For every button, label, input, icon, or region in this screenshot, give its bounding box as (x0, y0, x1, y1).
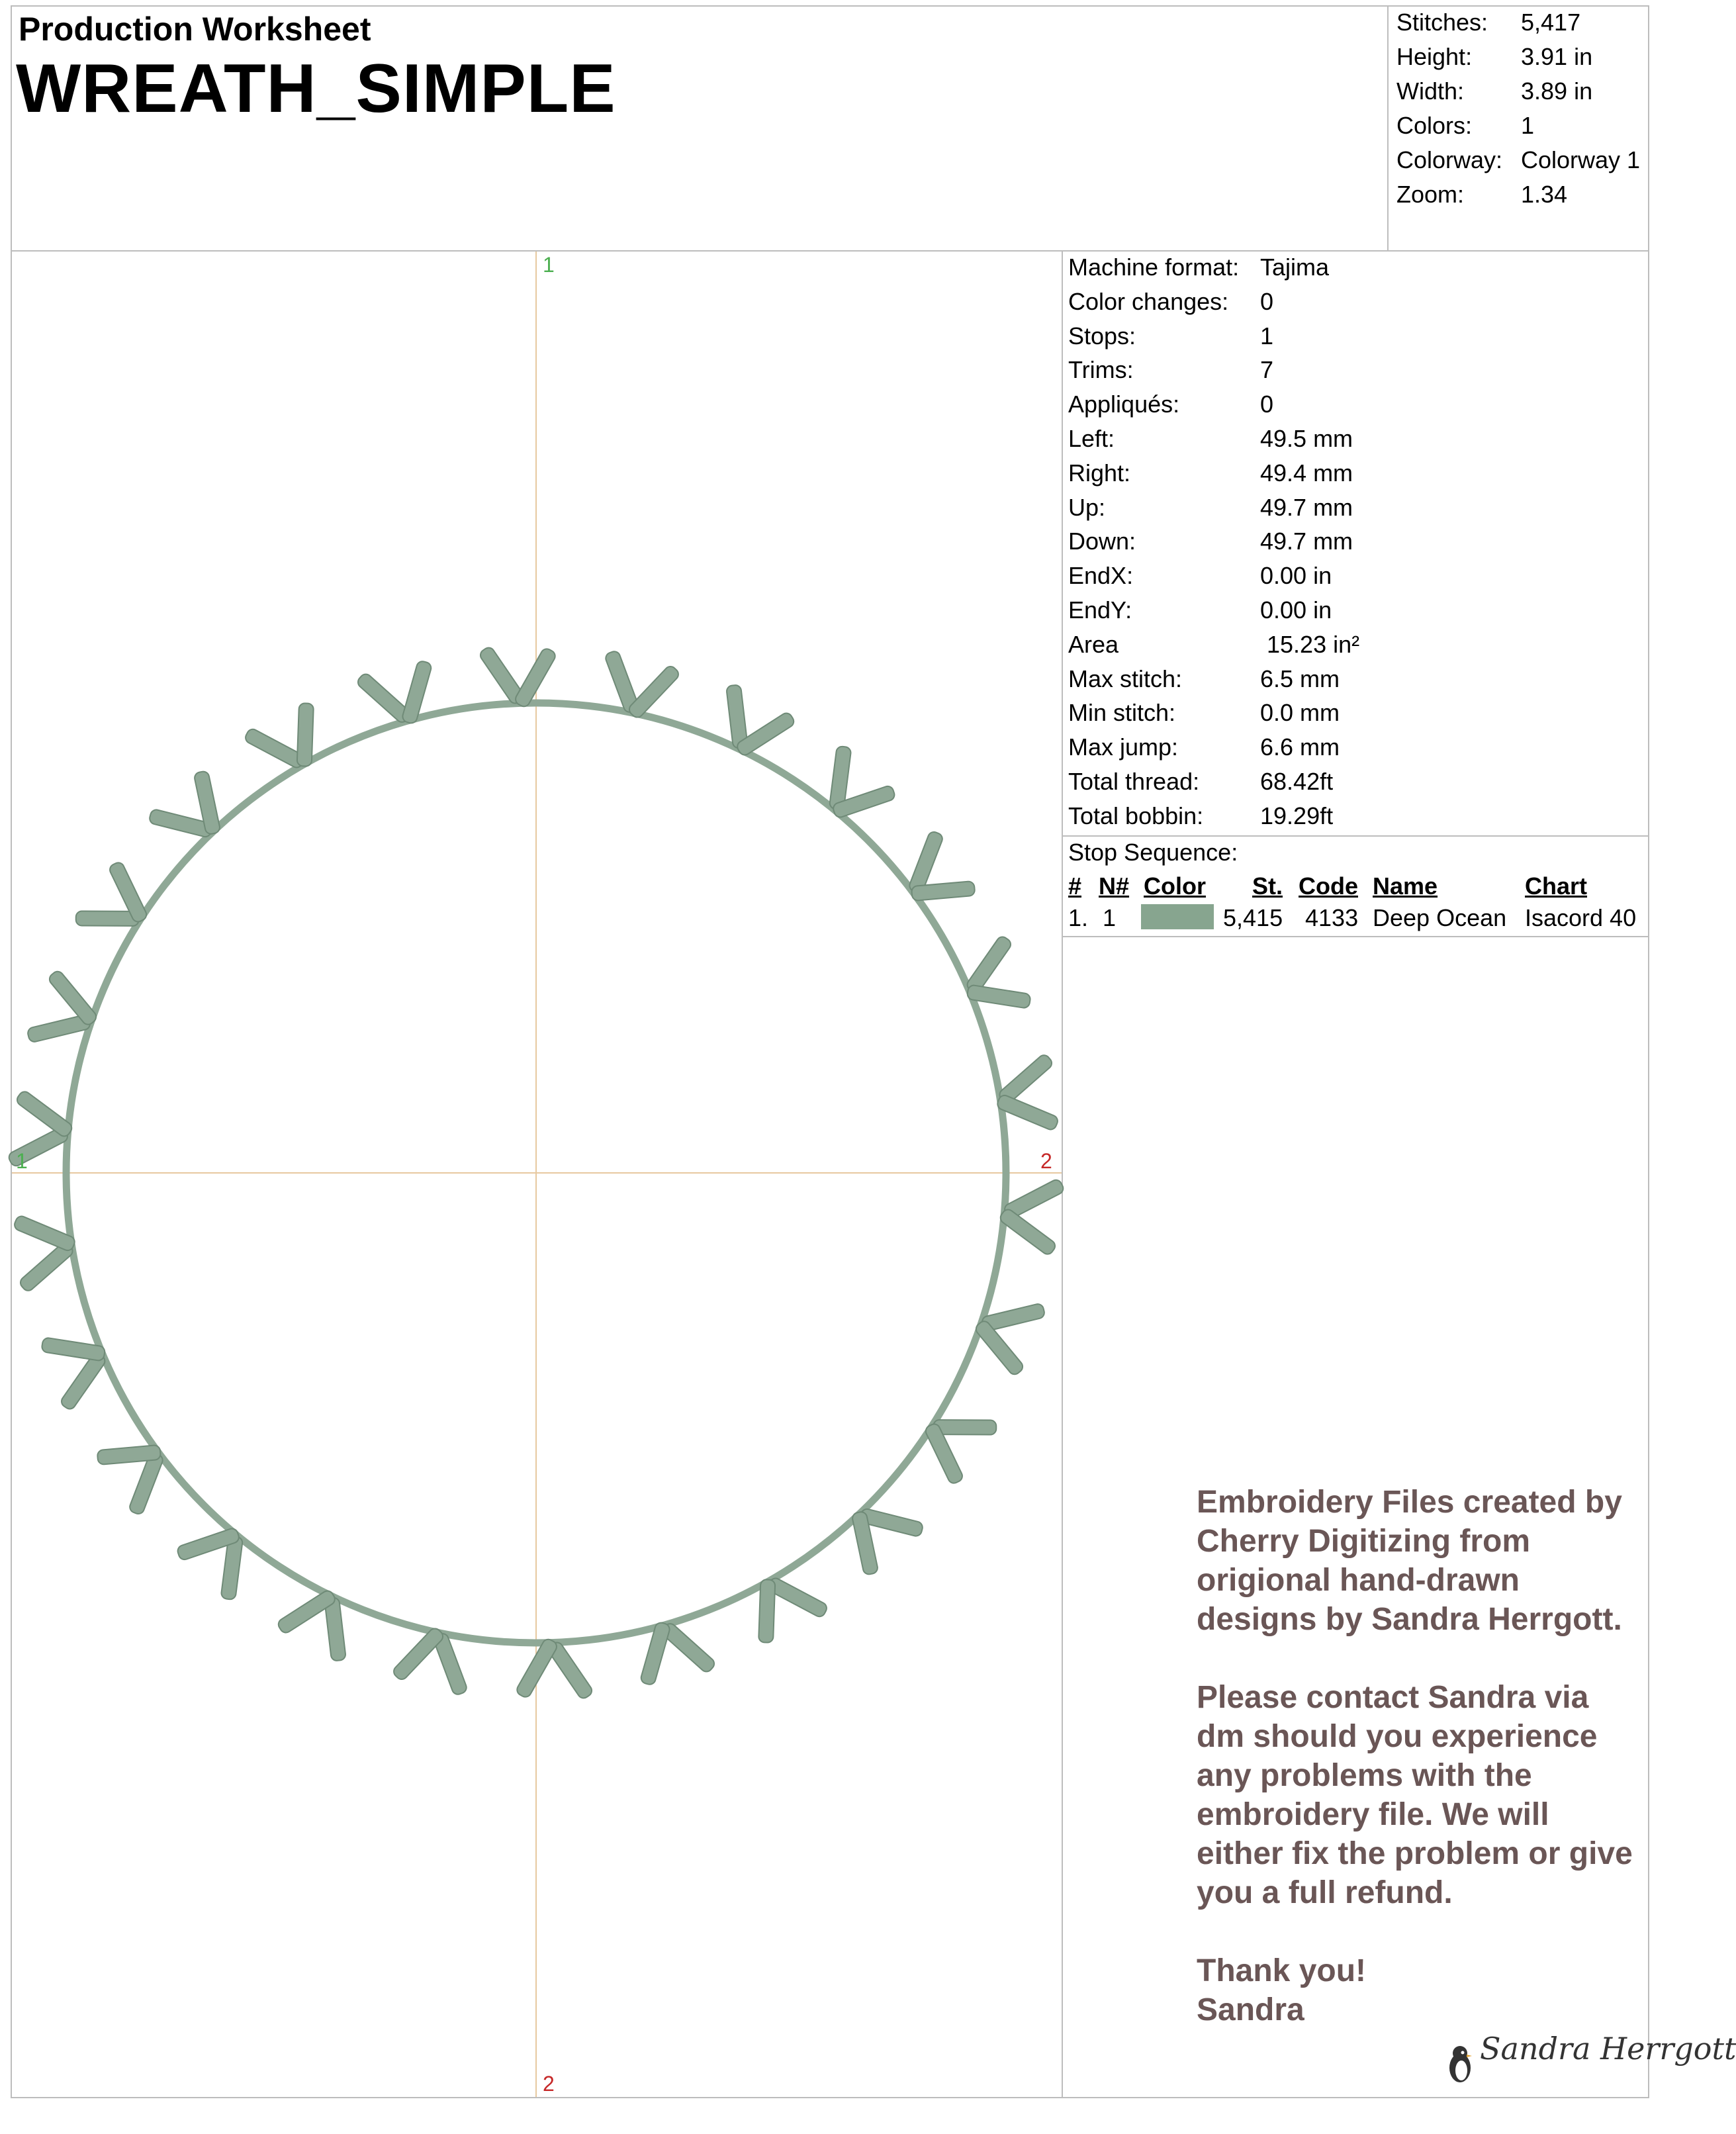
info-label: Max stitch: (1068, 665, 1183, 692)
col-header-color: Color (1144, 872, 1206, 900)
info-label: Area (1068, 630, 1119, 658)
info-label: Up: (1068, 493, 1106, 521)
info-value: Tajima (1260, 254, 1330, 281)
stop-n: 1 (1103, 904, 1117, 931)
worksheet-title: Production Worksheet (19, 11, 371, 48)
top-axis-marker: 1 (543, 253, 555, 277)
stop-thread-name: Deep Ocean (1373, 904, 1507, 931)
info-value: 49.7 mm (1260, 528, 1353, 555)
wreath-leaf (244, 727, 306, 770)
note-paragraph-credits: Embroidery Files created by Cherry Digitizing from origional hand-drawn designs by Sandra Herrgott. (1197, 1485, 1622, 1637)
wreath-leaf (76, 911, 139, 925)
note-paragraph-contact: Please contact Sandra via dm should you experience any problems with the embroidery file. We will either fix the problem or give you a full refund. (1197, 1680, 1633, 1910)
info-label: Right: (1068, 459, 1131, 487)
col-header-st: St. (1252, 872, 1283, 900)
col-header-n: N# (1099, 872, 1130, 900)
info-value: 19.29ft (1260, 802, 1334, 829)
col-header-code: Code (1299, 872, 1358, 900)
info-value: 0.00 in (1260, 596, 1332, 624)
info-value: 7 (1260, 356, 1274, 384)
info-label: Left: (1068, 424, 1115, 452)
summary-label: Colorway: (1396, 146, 1503, 173)
info-label: Stops: (1068, 322, 1136, 349)
wreath-leaf (766, 1576, 829, 1618)
summary-value: 3.91 in (1521, 43, 1593, 70)
left-axis-marker: 1 (16, 1149, 28, 1173)
summary-label: Zoom: (1396, 181, 1465, 208)
note-thanks: Thank you! (1197, 1953, 1367, 1988)
info-value: 6.5 mm (1260, 665, 1340, 692)
stop-stitches: 5,415 (1223, 904, 1283, 931)
bottom-axis-marker: 2 (543, 2072, 555, 2096)
penguin-logo-icon (1441, 2040, 1481, 2086)
wreath-leaf (933, 1420, 996, 1434)
signature: Sandra Herrgott (1480, 2031, 1736, 2066)
summary-label: Height: (1396, 43, 1473, 70)
info-value: 49.5 mm (1260, 424, 1353, 452)
wreath-leaf (627, 664, 680, 719)
stop-code: 4133 (1305, 904, 1359, 931)
info-value: 0.0 mm (1260, 699, 1340, 727)
color-swatch (1141, 904, 1214, 929)
wreath-leaf (297, 703, 314, 766)
info-value: 68.42ft (1260, 767, 1334, 795)
wreath-leaf (514, 647, 557, 708)
stop-sequence-title: Stop Sequence: (1068, 839, 1238, 866)
canvas-divider (1062, 252, 1063, 2098)
summary-value: 3.89 in (1521, 77, 1593, 105)
summary-value: 5,417 (1521, 9, 1581, 36)
wreath-leaf (998, 1207, 1057, 1256)
info-label: EndY: (1068, 596, 1132, 624)
design-name: WREATH_SIMPLE (16, 50, 616, 127)
info-value: 49.7 mm (1260, 493, 1353, 521)
stop-num: 1. (1068, 904, 1089, 931)
info-value: 49.4 mm (1260, 459, 1353, 487)
summary-value: 1 (1521, 112, 1535, 139)
info-label: Trims: (1068, 356, 1134, 384)
stop-table-bottom-divider (1063, 936, 1649, 937)
col-header-name: Name (1373, 872, 1438, 900)
note-signoff: Sandra (1197, 1992, 1304, 2027)
wreath-leaf (391, 1626, 445, 1682)
info-label: Down: (1068, 528, 1136, 555)
info-label: Total bobbin: (1068, 802, 1204, 829)
right-axis-marker: 2 (1040, 1149, 1052, 1173)
info-label: Machine format: (1068, 254, 1240, 281)
info-value: 0.00 in (1260, 562, 1332, 590)
stop-chart: Isacord 40 (1525, 904, 1637, 931)
col-header-num: # (1068, 872, 1082, 900)
info-value: 1 (1260, 322, 1274, 349)
info-label: Total thread: (1068, 767, 1200, 795)
summary-value: 1.34 (1521, 181, 1568, 208)
summary-label: Width: (1396, 77, 1465, 105)
wreath-leaf (758, 1579, 775, 1643)
summary-value: Colorway 1 (1521, 146, 1641, 173)
info-label: Appliqués: (1068, 391, 1180, 418)
wreath-leaf (15, 1090, 73, 1138)
info-label: Max jump: (1068, 733, 1179, 761)
info-label: EndX: (1068, 562, 1134, 590)
col-header-chart: Chart (1525, 872, 1588, 900)
info-label: Color changes: (1068, 287, 1229, 315)
summary-label: Colors: (1396, 112, 1473, 139)
info-value: 0 (1260, 391, 1274, 418)
summary-label: Stitches: (1396, 9, 1488, 36)
header-divider (1387, 5, 1389, 252)
info-label: Min stitch: (1068, 699, 1176, 727)
designer-note (1197, 1483, 1633, 2029)
info-value: 15.23 in² (1260, 630, 1360, 658)
wreath-leaf (515, 1637, 559, 1698)
info-value: 6.6 mm (1260, 733, 1340, 761)
info-value: 0 (1260, 287, 1274, 315)
